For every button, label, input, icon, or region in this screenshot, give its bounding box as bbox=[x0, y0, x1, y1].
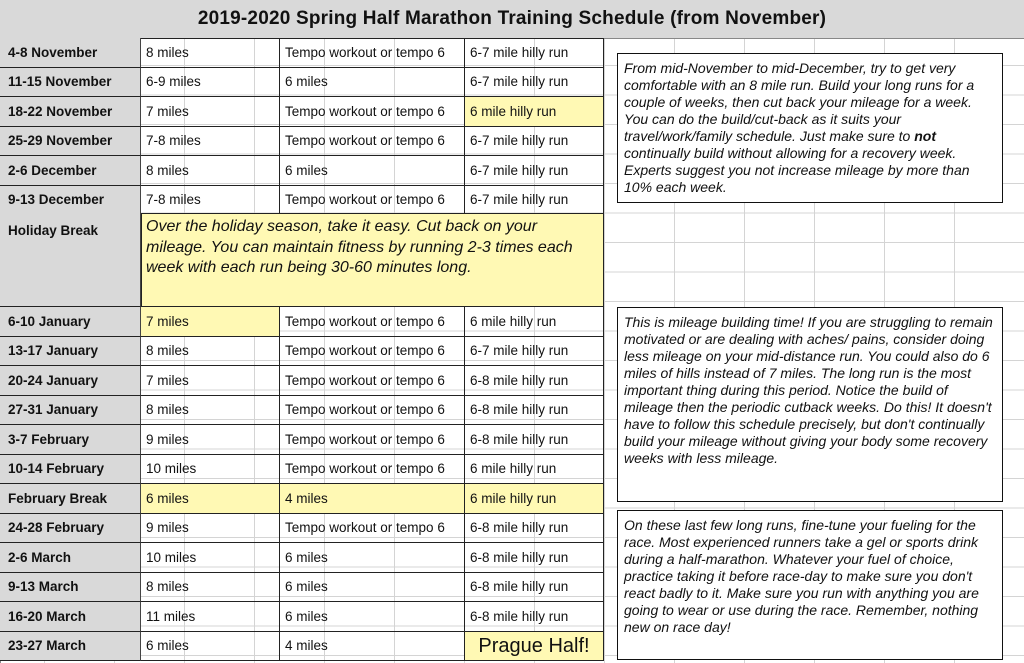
week-label-cell[interactable]: 9-13 December bbox=[0, 186, 141, 216]
run-cell-run2[interactable]: Tempo workout or tempo 6 bbox=[280, 396, 465, 426]
run-cell-run3[interactable]: 6-7 mile hilly run bbox=[465, 38, 604, 68]
run-cell-run1[interactable]: 6 miles bbox=[141, 484, 280, 514]
run-cell-run1[interactable]: 11 miles bbox=[141, 602, 280, 632]
week-label-cell[interactable]: 18-22 November bbox=[0, 97, 141, 127]
run-cell-run3[interactable]: 6-8 mile hilly run bbox=[465, 425, 604, 455]
week-label-cell[interactable]: 4-8 November bbox=[0, 38, 141, 68]
week-label-cell[interactable]: 6-10 January bbox=[0, 307, 141, 337]
week-label-cell[interactable]: 2-6 March bbox=[0, 543, 141, 573]
run-cell-run2[interactable]: Tempo workout or tempo 6 bbox=[280, 514, 465, 544]
week-label-cell[interactable]: 16-20 March bbox=[0, 602, 141, 632]
note-november[interactable] bbox=[617, 53, 1003, 203]
run-cell-run3[interactable]: Prague Half! bbox=[465, 632, 604, 662]
run-cell-run3[interactable]: 6-8 mile hilly run bbox=[465, 396, 604, 426]
run-cell-run3[interactable]: 6 mile hilly run bbox=[465, 97, 604, 127]
run-cell-run3[interactable]: 6-7 mile hilly run bbox=[465, 127, 604, 157]
run-cell-run2[interactable]: Tempo workout or tempo 6 bbox=[280, 186, 465, 216]
run-cell-run2[interactable]: Tempo workout or tempo 6 bbox=[280, 337, 465, 367]
run-cell-run1[interactable]: 8 miles bbox=[141, 38, 280, 68]
run-cell-run3[interactable]: 6-8 mile hilly run bbox=[465, 543, 604, 573]
run-cell-run1[interactable]: 6-9 miles bbox=[141, 68, 280, 98]
run-cell-run3[interactable]: 6-7 mile hilly run bbox=[465, 186, 604, 216]
run-cell-run2[interactable]: 6 miles bbox=[280, 602, 465, 632]
week-label-cell[interactable]: 20-24 January bbox=[0, 366, 141, 396]
note-january[interactable] bbox=[617, 307, 1003, 502]
week-label-cell[interactable]: 3-7 February bbox=[0, 425, 141, 455]
run-cell-run3[interactable]: 6-8 mile hilly run bbox=[465, 573, 604, 603]
run-cell-run2[interactable]: 6 miles bbox=[280, 68, 465, 98]
run-cell-run1[interactable]: 10 miles bbox=[141, 455, 280, 485]
run-cell-run2[interactable]: 6 miles bbox=[280, 573, 465, 603]
run-cell-run3[interactable]: 6-8 mile hilly run bbox=[465, 366, 604, 396]
run-cell-run1[interactable]: 8 miles bbox=[141, 573, 280, 603]
week-label-cell[interactable]: 27-31 January bbox=[0, 396, 141, 426]
run-cell-run2[interactable]: Tempo workout or tempo 6 bbox=[280, 127, 465, 157]
week-label-cell[interactable]: 9-13 March bbox=[0, 573, 141, 603]
note-november-text-end: continually build without allowing for a recovery week. Experts suggest you not increase mileage by more than 10% each week. bbox=[624, 145, 970, 195]
week-label-cell[interactable]: 10-14 February bbox=[0, 455, 141, 485]
week-label-cell[interactable]: 2-6 December bbox=[0, 156, 141, 186]
week-label-cell[interactable]: 23-27 March bbox=[0, 632, 141, 662]
run-cell-run3[interactable]: 6 mile hilly run bbox=[465, 455, 604, 485]
sheet-title: 2019-2020 Spring Half Marathon Training Schedule (from November) bbox=[0, 0, 1024, 39]
run-cell-run2[interactable]: Tempo workout or tempo 6 bbox=[280, 307, 465, 337]
note-march[interactable] bbox=[617, 510, 1003, 660]
note-january-text: This is mileage building time! If you are struggling to remain motivated or are dealing with aches/ pains, consider doing less mileage on your mid-distance run. You could also do 6 miles of hills instead of 7 miles. The long run is the most important thing during this period. Notice the build of mileage then the periodic cutback weeks. Do this! It doesn't have to follow this schedule precisely, but don't continually build your mileage without giving your body some recovery weeks with less mileage. bbox=[624, 314, 993, 466]
run-cell-run2[interactable]: Tempo workout or tempo 6 bbox=[280, 425, 465, 455]
run-cell-run2[interactable]: 6 miles bbox=[280, 543, 465, 573]
run-cell-run1[interactable]: 7-8 miles bbox=[141, 127, 280, 157]
week-label-cell[interactable]: February Break bbox=[0, 484, 141, 514]
run-cell-run2[interactable]: 4 miles bbox=[280, 632, 465, 662]
run-cell-run3[interactable]: 6-8 mile hilly run bbox=[465, 514, 604, 544]
run-cell-run1[interactable]: 7 miles bbox=[141, 366, 280, 396]
run-cell-run1[interactable]: 7 miles bbox=[141, 307, 280, 337]
run-cell-run1[interactable]: 7-8 miles bbox=[141, 186, 280, 216]
run-cell-run2[interactable]: 4 miles bbox=[280, 484, 465, 514]
run-cell-run1[interactable]: 9 miles bbox=[141, 425, 280, 455]
run-cell-run2[interactable]: Tempo workout or tempo 6 bbox=[280, 366, 465, 396]
run-cell-run3[interactable]: 6-7 mile hilly run bbox=[465, 68, 604, 98]
run-cell-run3[interactable]: 6-7 mile hilly run bbox=[465, 156, 604, 186]
week-label-cell[interactable]: 24-28 February bbox=[0, 514, 141, 544]
note-november-text: From mid-November to mid-December, try to get very comfortable with an 8 mile run. Build your long runs for a couple of weeks, then cut back your mileage for a week. You can do the build/cut-back as it suits your travel/work/family schedule. Just make sure to bbox=[624, 60, 975, 144]
run-cell-run1[interactable]: 8 miles bbox=[141, 156, 280, 186]
week-label-cell[interactable]: 25-29 November bbox=[0, 127, 141, 157]
holiday-week-cell[interactable]: Holiday Break bbox=[0, 213, 141, 307]
run-cell-run1[interactable]: 10 miles bbox=[141, 543, 280, 573]
run-cell-run2[interactable]: 6 miles bbox=[280, 156, 465, 186]
week-label-cell[interactable]: 13-17 January bbox=[0, 337, 141, 367]
run-cell-run1[interactable]: 8 miles bbox=[141, 396, 280, 426]
run-cell-run3[interactable]: 6-7 mile hilly run bbox=[465, 337, 604, 367]
run-cell-run2[interactable]: Tempo workout or tempo 6 bbox=[280, 38, 465, 68]
run-cell-run1[interactable]: 8 miles bbox=[141, 337, 280, 367]
week-label-cell[interactable]: 11-15 November bbox=[0, 68, 141, 98]
run-cell-run1[interactable]: 9 miles bbox=[141, 514, 280, 544]
run-cell-run3[interactable]: 6-8 mile hilly run bbox=[465, 602, 604, 632]
run-cell-run1[interactable]: 7 miles bbox=[141, 97, 280, 127]
run-cell-run1[interactable]: 6 miles bbox=[141, 632, 280, 662]
run-cell-run3[interactable]: 6 mile hilly run bbox=[465, 307, 604, 337]
run-cell-run3[interactable]: 6 mile hilly run bbox=[465, 484, 604, 514]
run-cell-run2[interactable]: Tempo workout or tempo 6 bbox=[280, 97, 465, 127]
run-cell-run2[interactable]: Tempo workout or tempo 6 bbox=[280, 455, 465, 485]
note-november-bold: not bbox=[914, 128, 936, 144]
holiday-note[interactable]: Over the holiday season, take it easy. Cut back on your mileage. You can maintain fitness by running 2-3 times each week with each run being 30-60 minutes long. bbox=[141, 213, 604, 307]
note-march-text: On these last few long runs, fine-tune your fueling for the race. Most experienced runners take a gel or sports drink during a half-marathon. Whatever your fuel of choice, practice taking it before race-day to make sure you don't react badly to it. Make sure you run with anything you are going to wear or use during the race. Remember, nothing new on race day! bbox=[624, 517, 979, 635]
